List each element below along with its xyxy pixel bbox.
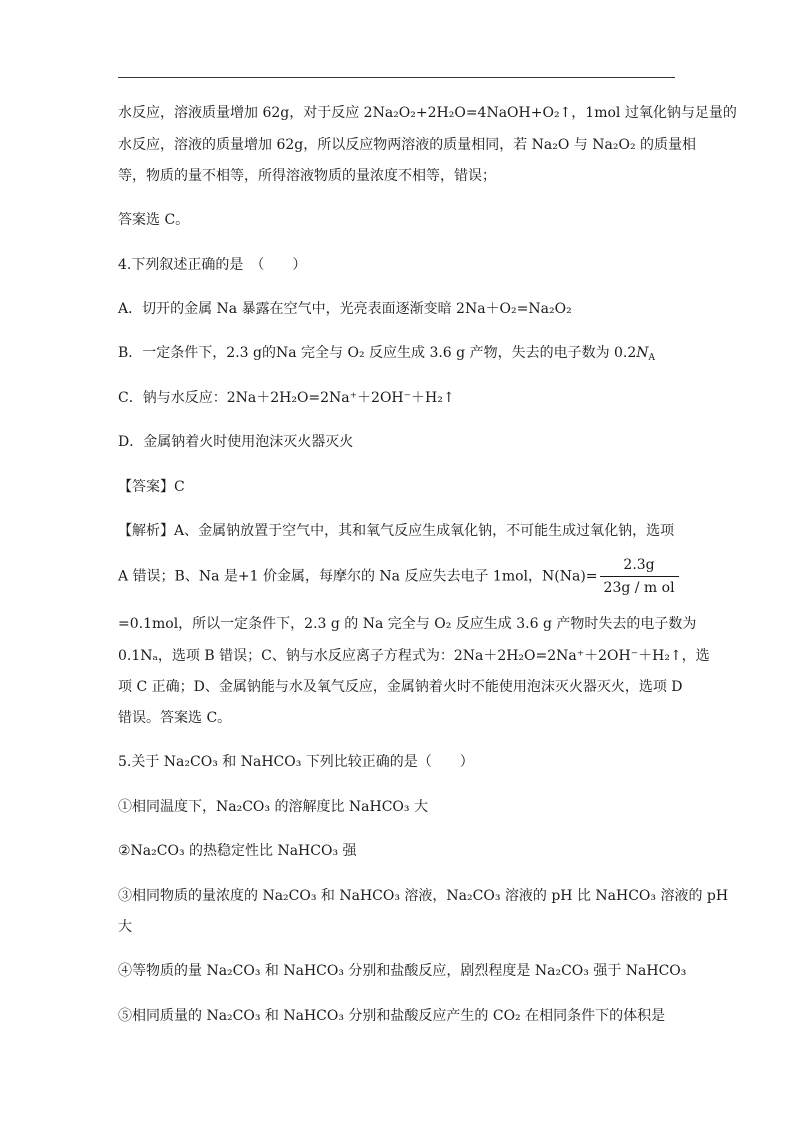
text-line: 水反应，溶液的质量增加 62g，所以反应物两溶液的质量相同，若 Na₂O 与 Na₂O₂ 的质量相 [118, 137, 697, 153]
fraction [600, 556, 679, 597]
answer-line: 答案选 C。 [118, 212, 190, 228]
statement-2: ②Na₂CO₃ 的热稳定性比 NaHCO₃ 强 [118, 843, 357, 859]
option-d: D．金属钠着火时使用泡沫灭火器灭火 [118, 434, 354, 450]
explanation-line: 项 C 正确；D、金属钠能与水及氧气反应，金属钠着火时不能使用泡沫灭火器灭火，选项 D [118, 679, 683, 695]
avogadro-subscript: A [648, 353, 656, 363]
question-4-stem: 4.下列叙述正确的是 （ ） [118, 257, 307, 273]
text-line: 等，物质的量不相等，所得溶液物质的量浓度不相等，错误； [118, 168, 496, 184]
explanation-line: 【解析】A、金属钠放置于空气中，其和氧气反应生成氧化钠，不可能生成过氧化钠，选项 [118, 523, 675, 539]
statement-1: ①相同温度下，Na₂CO₃ 的溶解度比 NaHCO₃ 大 [118, 799, 428, 815]
explanation-text: A 错误；B、Na 是+1 价金属，每摩尔的 Na 反应失去电子 1mol，N(Na)= [118, 568, 598, 585]
statement-3: ③相同物质的量浓度的 Na₂CO₃ 和 NaHCO₃ 溶液，Na₂CO₃ 溶液的 pH 比 NaHCO₃ 溶液的 pH [118, 888, 729, 904]
fraction-denominator: 23g / m ol [603, 580, 675, 596]
text-line: 水反应，溶液质量增加 62g，对于反应 2Na₂O₂+2H₂O=4NaOH+O₂↑，1mol 过氧化钠与足量的 [118, 105, 737, 121]
option-a: A．切开的金属 Na 暴露在空气中，光亮表面逐渐变暗 2Na＋O₂=Na₂O₂ [118, 301, 572, 317]
option-c: C．钠与水反应：2Na＋2H₂O=2Na⁺＋2OH⁻＋H₂↑ [118, 390, 455, 406]
question-5-stem: 5.关于 Na₂CO₃ 和 NaHCO₃ 下列比较正确的是（ ） [118, 754, 474, 770]
explanation-line: 0.1Nₐ，选项 B 错误；C、钠与水反应离子方程式为：2Na＋2H₂O=2Na⁺＋2OH⁻＋H₂↑，选 [118, 648, 710, 664]
statement-4: ④等物质的量 Na₂CO₃ 和 NaHCO₃ 分别和盐酸反应，剧烈程度是 Na₂CO₃ 强于 NaHCO₃ [118, 963, 687, 979]
explanation-line [118, 556, 679, 597]
explanation-line: =0.1mol，所以一定条件下，2.3 g 的 Na 完全与 O₂ 反应生成 3.6 g 产物时失去的电子数为 [118, 616, 697, 632]
statement-3-cont: 大 [118, 919, 132, 935]
fraction-numerator: 2.3g [600, 556, 679, 577]
answer-4: 【答案】C [118, 479, 185, 495]
header-rule [118, 77, 675, 78]
option-b [118, 344, 655, 362]
explanation-line: 错误。答案选 C。 [118, 710, 232, 726]
statement-5: ⑤相同质量的 Na₂CO₃ 和 NaHCO₃ 分别和盐酸反应产生的 CO₂ 在相同条件下的体积是 [118, 1008, 666, 1024]
avogadro-symbol: N [636, 345, 649, 361]
option-b-text: B．一定条件下，2.3 g的Na 完全与 O₂ 反应生成 3.6 g 产物，失去的电子数为 0.2 [118, 345, 637, 361]
